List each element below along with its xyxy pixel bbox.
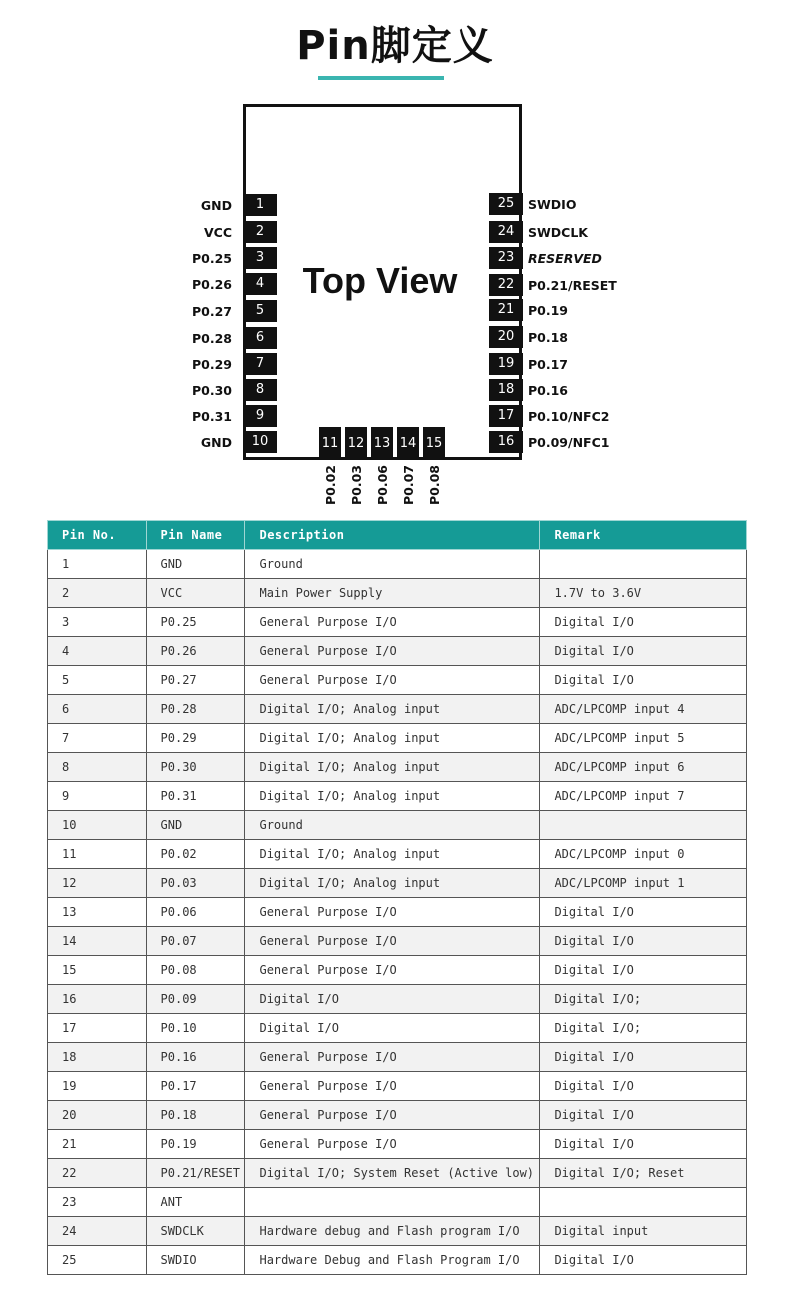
pin-label-2: VCC bbox=[203, 225, 232, 240]
cell-pin-name: VCC bbox=[146, 579, 245, 608]
cell-pin-name: GND bbox=[146, 550, 245, 579]
cell-remark: Digital I/O bbox=[540, 927, 747, 956]
cell-description: Hardware Debug and Flash Program I/O bbox=[245, 1246, 540, 1275]
cell-pin-name: P0.25 bbox=[146, 608, 245, 637]
cell-remark: 1.7V to 3.6V bbox=[540, 579, 747, 608]
cell-pin-no: 10 bbox=[48, 811, 147, 840]
pin-label-12: P0.03 bbox=[349, 465, 364, 506]
cell-remark: ADC/LPCOMP input 5 bbox=[540, 724, 747, 753]
pin-label-23: RESERVED bbox=[528, 251, 602, 266]
header-remark: Remark bbox=[540, 521, 747, 550]
pin-pad-21: 21 bbox=[489, 299, 523, 321]
cell-description: General Purpose I/O bbox=[245, 956, 540, 985]
cell-description: Main Power Supply bbox=[245, 579, 540, 608]
cell-pin-name: P0.29 bbox=[146, 724, 245, 753]
cell-description: Digital I/O; Analog input bbox=[245, 724, 540, 753]
pin-pad-2: 2 bbox=[243, 221, 277, 243]
cell-pin-name: P0.02 bbox=[146, 840, 245, 869]
cell-remark: Digital I/O bbox=[540, 666, 747, 695]
cell-description: Digital I/O; Analog input bbox=[245, 840, 540, 869]
cell-pin-name: P0.21/RESET bbox=[146, 1159, 245, 1188]
cell-description: Digital I/O bbox=[245, 1014, 540, 1043]
cell-description: General Purpose I/O bbox=[245, 1101, 540, 1130]
pin-label-19: P0.17 bbox=[528, 357, 569, 372]
pin-label-14: P0.07 bbox=[401, 465, 416, 506]
pin-pad-11: 11 bbox=[319, 427, 341, 457]
pin-label-1: GND bbox=[200, 198, 232, 213]
pin-pad-17: 17 bbox=[489, 405, 523, 427]
cell-description: Digital I/O; Analog input bbox=[245, 753, 540, 782]
table-row bbox=[48, 1043, 747, 1072]
cell-pin-no: 14 bbox=[48, 927, 147, 956]
pin-pad-8: 8 bbox=[243, 379, 277, 401]
table-row bbox=[48, 985, 747, 1014]
cell-pin-no: 13 bbox=[48, 898, 147, 927]
cell-pin-name: P0.09 bbox=[146, 985, 245, 1014]
table-row bbox=[48, 1246, 747, 1275]
cell-pin-name: GND bbox=[146, 811, 245, 840]
pin-pad-15: 15 bbox=[423, 427, 445, 457]
table-row bbox=[48, 1072, 747, 1101]
cell-description: General Purpose I/O bbox=[245, 637, 540, 666]
cell-pin-name: P0.27 bbox=[146, 666, 245, 695]
pin-label-16: P0.09/NFC1 bbox=[528, 435, 610, 450]
pin-pad-6: 6 bbox=[243, 327, 277, 349]
cell-pin-no: 3 bbox=[48, 608, 147, 637]
page-title: Pin脚定义 bbox=[296, 23, 494, 69]
cell-pin-no: 21 bbox=[48, 1130, 147, 1159]
pin-pad-12: 12 bbox=[345, 427, 367, 457]
cell-pin-no: 15 bbox=[48, 956, 147, 985]
cell-pin-name: P0.17 bbox=[146, 1072, 245, 1101]
table-header-row bbox=[48, 521, 747, 550]
pin-label-5: P0.27 bbox=[191, 304, 232, 319]
cell-pin-name: SWDIO bbox=[146, 1246, 245, 1275]
header-pin-name: Pin Name bbox=[146, 521, 245, 550]
cell-pin-no: 22 bbox=[48, 1159, 147, 1188]
cell-pin-no: 19 bbox=[48, 1072, 147, 1101]
cell-pin-name: SWDCLK bbox=[146, 1217, 245, 1246]
pin-pad-9: 9 bbox=[243, 405, 277, 427]
cell-description: General Purpose I/O bbox=[245, 608, 540, 637]
cell-description: Digital I/O; Analog input bbox=[245, 695, 540, 724]
cell-description bbox=[245, 1188, 540, 1217]
table-row bbox=[48, 579, 747, 608]
cell-pin-no: 23 bbox=[48, 1188, 147, 1217]
table-body bbox=[48, 550, 747, 1275]
cell-remark: Digital I/O bbox=[540, 1101, 747, 1130]
cell-description: General Purpose I/O bbox=[245, 1043, 540, 1072]
cell-remark: Digital I/O bbox=[540, 1072, 747, 1101]
cell-pin-no: 5 bbox=[48, 666, 147, 695]
table-row bbox=[48, 695, 747, 724]
pin-label-8: P0.30 bbox=[191, 383, 232, 398]
table-row bbox=[48, 782, 747, 811]
cell-pin-name: P0.18 bbox=[146, 1101, 245, 1130]
cell-remark bbox=[540, 811, 747, 840]
pin-label-4: P0.26 bbox=[191, 277, 232, 292]
cell-description: Hardware debug and Flash program I/O bbox=[245, 1217, 540, 1246]
table-row bbox=[48, 724, 747, 753]
table-row bbox=[48, 811, 747, 840]
cell-pin-name: P0.06 bbox=[146, 898, 245, 927]
table-row bbox=[48, 608, 747, 637]
cell-remark: ADC/LPCOMP input 6 bbox=[540, 753, 747, 782]
pin-pad-16: 16 bbox=[489, 431, 523, 453]
pin-label-24: SWDCLK bbox=[528, 225, 588, 240]
table-row bbox=[48, 1014, 747, 1043]
cell-pin-name: P0.26 bbox=[146, 637, 245, 666]
cell-pin-name: P0.28 bbox=[146, 695, 245, 724]
cell-remark: Digital I/O bbox=[540, 898, 747, 927]
cell-remark: ADC/LPCOMP input 1 bbox=[540, 869, 747, 898]
cell-remark: Digital I/O bbox=[540, 956, 747, 985]
cell-pin-no: 7 bbox=[48, 724, 147, 753]
cell-pin-no: 11 bbox=[48, 840, 147, 869]
pin-pad-25: 25 bbox=[489, 193, 523, 215]
table-row bbox=[48, 637, 747, 666]
cell-remark: Digital I/O bbox=[540, 608, 747, 637]
cell-pin-name: P0.10 bbox=[146, 1014, 245, 1043]
cell-remark: ADC/LPCOMP input 4 bbox=[540, 695, 747, 724]
cell-pin-no: 16 bbox=[48, 985, 147, 1014]
cell-remark: Digital I/O bbox=[540, 1246, 747, 1275]
table-row bbox=[48, 840, 747, 869]
cell-pin-no: 6 bbox=[48, 695, 147, 724]
cell-description: Digital I/O bbox=[245, 985, 540, 1014]
cell-remark: Digital I/O; bbox=[540, 1014, 747, 1043]
pin-pad-23: 23 bbox=[489, 247, 523, 269]
cell-description: Digital I/O; Analog input bbox=[245, 869, 540, 898]
cell-description: General Purpose I/O bbox=[245, 898, 540, 927]
pin-pad-24: 24 bbox=[489, 221, 523, 243]
cell-pin-no: 4 bbox=[48, 637, 147, 666]
pin-label-18: P0.16 bbox=[528, 383, 569, 398]
cell-description: Ground bbox=[245, 811, 540, 840]
pin-definition-table bbox=[47, 520, 747, 1275]
cell-pin-no: 12 bbox=[48, 869, 147, 898]
pin-pad-18: 18 bbox=[489, 379, 523, 401]
cell-remark: Digital I/O bbox=[540, 637, 747, 666]
cell-pin-no: 2 bbox=[48, 579, 147, 608]
pin-label-21: P0.19 bbox=[528, 303, 569, 318]
cell-remark: Digital input bbox=[540, 1217, 747, 1246]
pin-pad-20: 20 bbox=[489, 326, 523, 348]
table-row bbox=[48, 753, 747, 782]
cell-pin-no: 8 bbox=[48, 753, 147, 782]
header-pin-no: Pin No. bbox=[48, 521, 147, 550]
cell-description: General Purpose I/O bbox=[245, 1130, 540, 1159]
cell-remark: Digital I/O bbox=[540, 1130, 747, 1159]
cell-pin-no: 18 bbox=[48, 1043, 147, 1072]
cell-description: General Purpose I/O bbox=[245, 666, 540, 695]
cell-pin-no: 9 bbox=[48, 782, 147, 811]
cell-description: General Purpose I/O bbox=[245, 1072, 540, 1101]
table-row bbox=[48, 1188, 747, 1217]
cell-pin-no: 17 bbox=[48, 1014, 147, 1043]
cell-pin-no: 25 bbox=[48, 1246, 147, 1275]
table-row bbox=[48, 1159, 747, 1188]
cell-description: Digital I/O; System Reset (Active low) bbox=[245, 1159, 540, 1188]
table-row bbox=[48, 550, 747, 579]
pin-label-17: P0.10/NFC2 bbox=[528, 409, 610, 424]
pin-pad-3: 3 bbox=[243, 247, 277, 269]
cell-pin-no: 1 bbox=[48, 550, 147, 579]
cell-pin-no: 20 bbox=[48, 1101, 147, 1130]
cell-pin-no: 24 bbox=[48, 1217, 147, 1246]
pin-pad-4: 4 bbox=[243, 273, 277, 295]
pin-pad-5: 5 bbox=[243, 300, 277, 322]
table-row bbox=[48, 898, 747, 927]
cell-remark bbox=[540, 1188, 747, 1217]
cell-remark: ADC/LPCOMP input 0 bbox=[540, 840, 747, 869]
cell-pin-name: P0.08 bbox=[146, 956, 245, 985]
pin-label-25: SWDIO bbox=[528, 197, 577, 212]
cell-remark: ADC/LPCOMP input 7 bbox=[540, 782, 747, 811]
cell-description: Ground bbox=[245, 550, 540, 579]
cell-pin-name: P0.19 bbox=[146, 1130, 245, 1159]
pin-label-9: P0.31 bbox=[191, 409, 232, 424]
cell-pin-name: P0.31 bbox=[146, 782, 245, 811]
pin-label-13: P0.06 bbox=[375, 465, 390, 506]
cell-remark bbox=[540, 550, 747, 579]
header-description: Description bbox=[245, 521, 540, 550]
table-row bbox=[48, 956, 747, 985]
cell-pin-name: P0.30 bbox=[146, 753, 245, 782]
pin-label-6: P0.28 bbox=[191, 331, 232, 346]
cell-pin-name: P0.07 bbox=[146, 927, 245, 956]
pin-pad-22: 22 bbox=[489, 274, 523, 296]
pin-label-20: P0.18 bbox=[528, 330, 569, 345]
table-row bbox=[48, 666, 747, 695]
pin-pad-19: 19 bbox=[489, 353, 523, 375]
table-row bbox=[48, 1101, 747, 1130]
pin-pad-1: 1 bbox=[243, 194, 277, 216]
cell-pin-name: P0.03 bbox=[146, 869, 245, 898]
table-row bbox=[48, 927, 747, 956]
table-row bbox=[48, 1130, 747, 1159]
pin-pad-7: 7 bbox=[243, 353, 277, 375]
pin-label-11: P0.02 bbox=[323, 465, 338, 506]
pin-pad-10: 10 bbox=[243, 431, 277, 453]
top-view-label: Top View bbox=[302, 260, 458, 301]
cell-description: Digital I/O; Analog input bbox=[245, 782, 540, 811]
pin-label-3: P0.25 bbox=[191, 251, 232, 266]
cell-pin-name: ANT bbox=[146, 1188, 245, 1217]
pin-label-10: GND bbox=[200, 435, 232, 450]
pin-pad-13: 13 bbox=[371, 427, 393, 457]
cell-remark: Digital I/O bbox=[540, 1043, 747, 1072]
cell-remark: Digital I/O; Reset bbox=[540, 1159, 747, 1188]
pin-pad-14: 14 bbox=[397, 427, 419, 457]
table-row bbox=[48, 1217, 747, 1246]
pin-label-7: P0.29 bbox=[191, 357, 232, 372]
pin-label-22: P0.21/RESET bbox=[528, 278, 617, 293]
cell-description: General Purpose I/O bbox=[245, 927, 540, 956]
table-row bbox=[48, 869, 747, 898]
title-underline bbox=[318, 76, 444, 80]
cell-pin-name: P0.16 bbox=[146, 1043, 245, 1072]
cell-remark: Digital I/O; bbox=[540, 985, 747, 1014]
pin-label-15: P0.08 bbox=[427, 465, 442, 506]
